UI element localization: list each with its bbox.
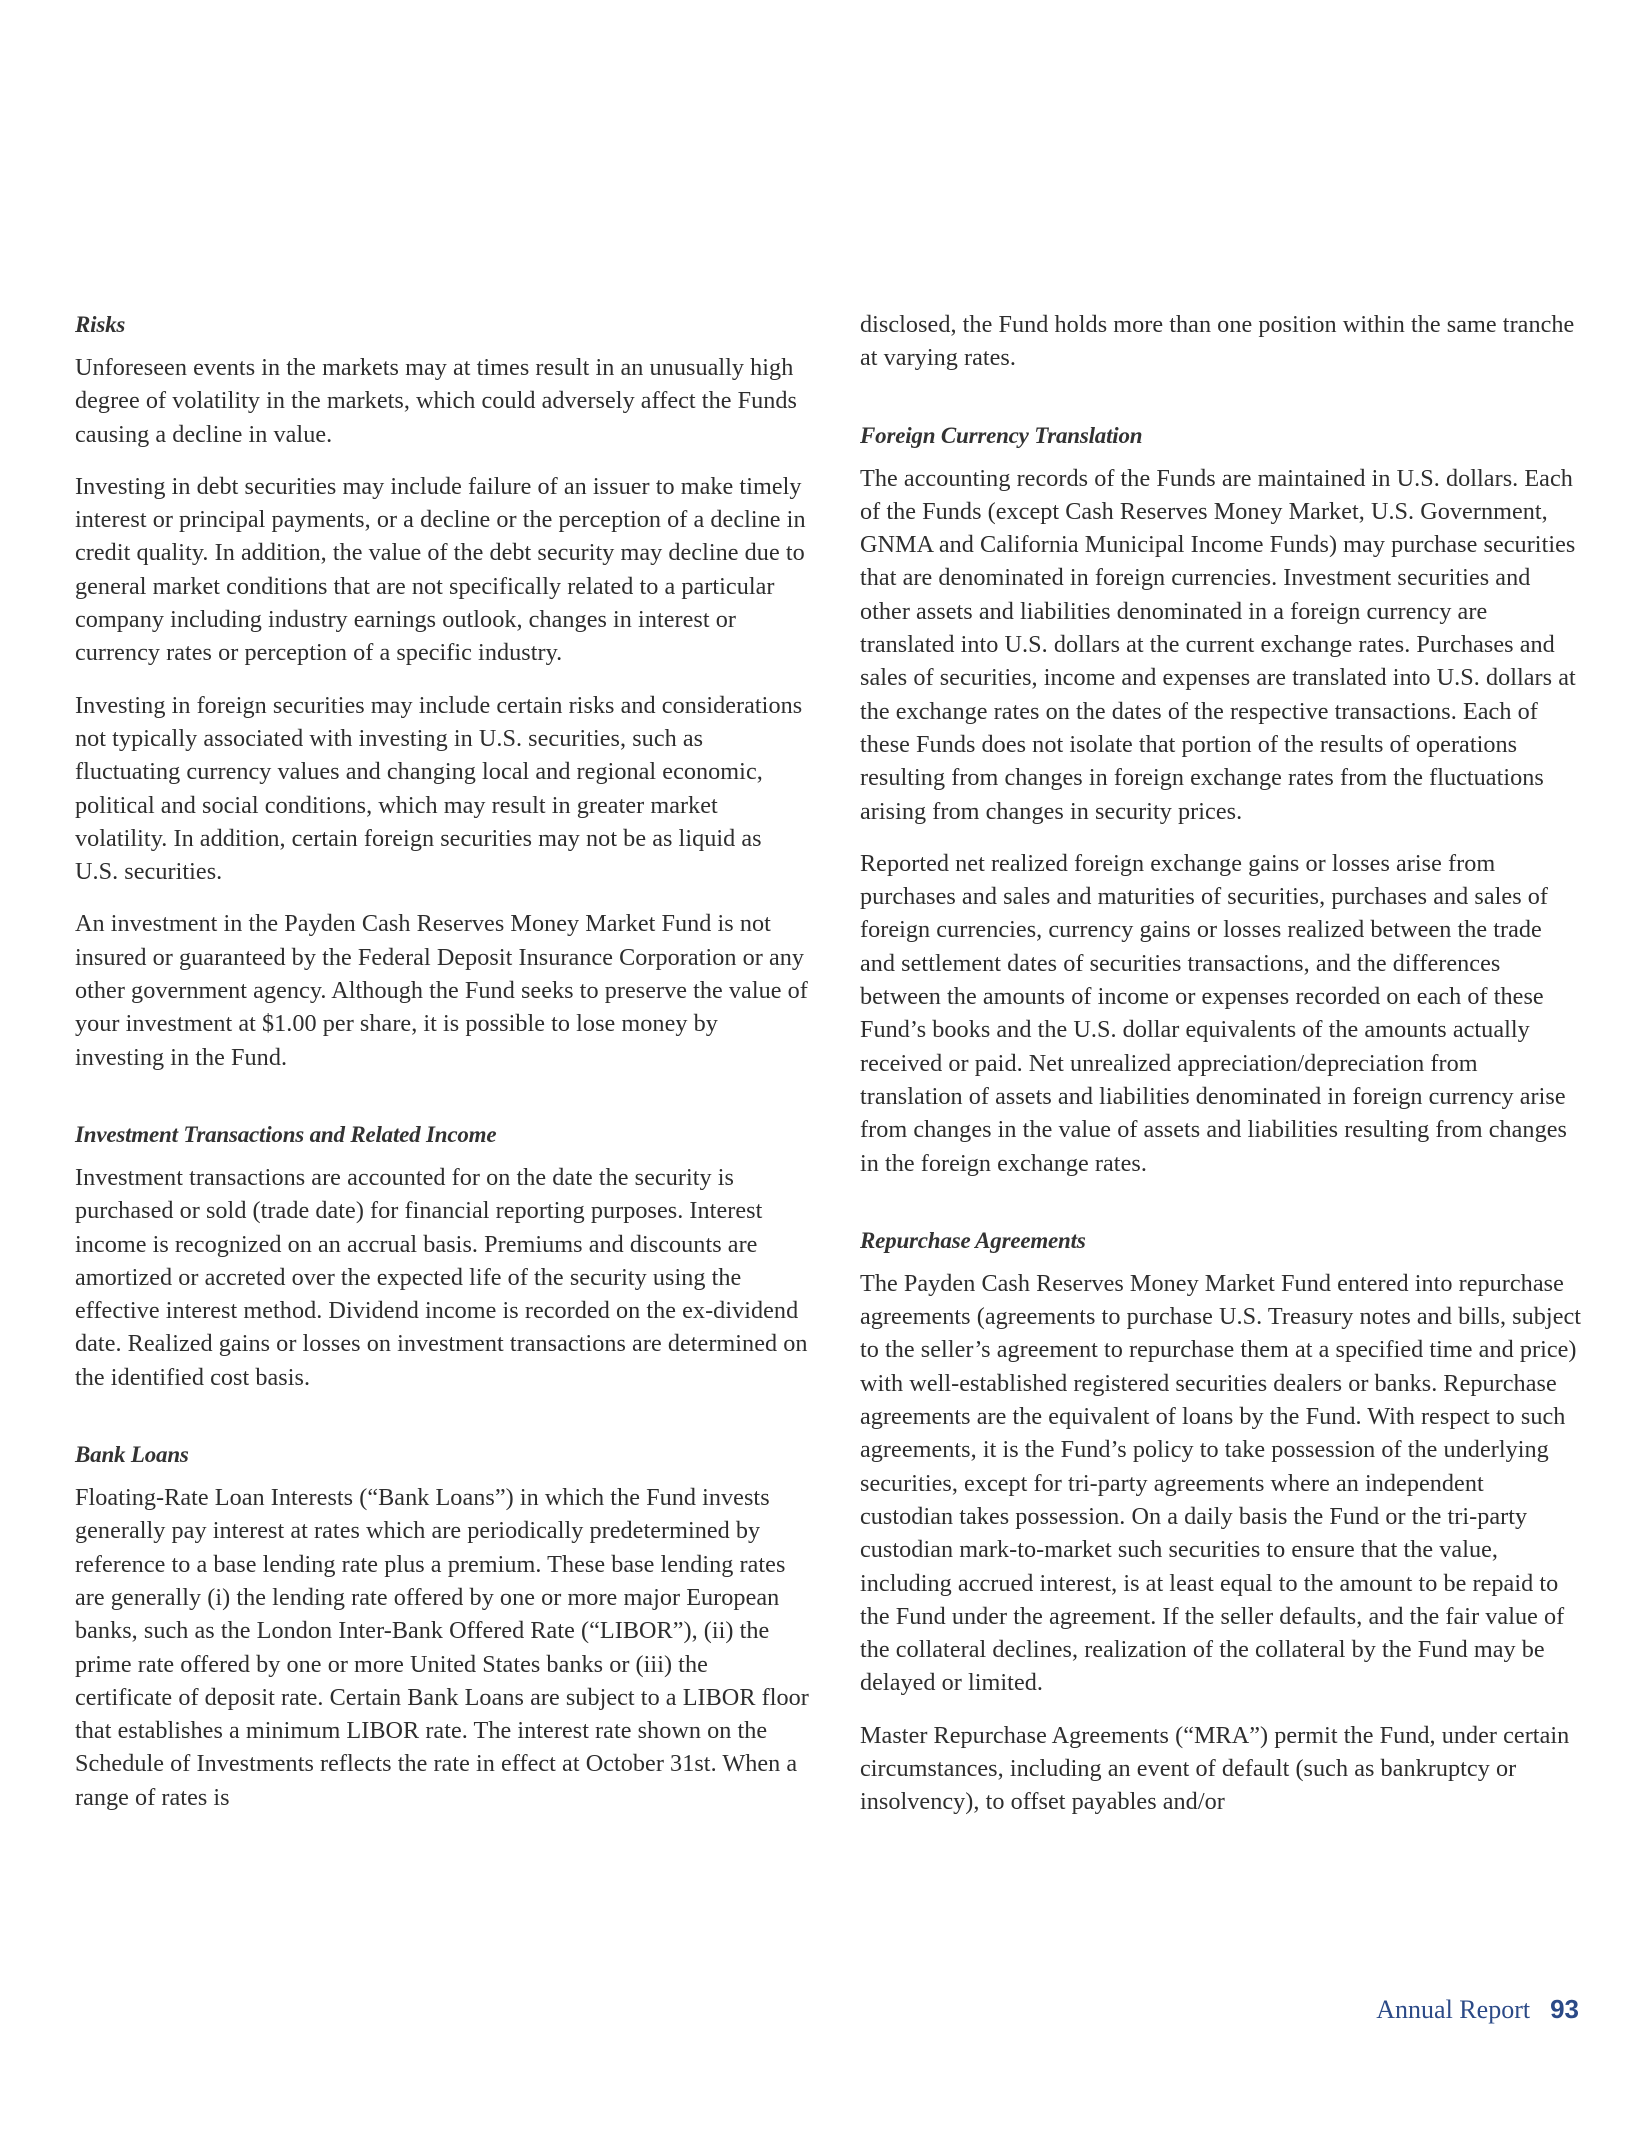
section-heading-repurchase-agreements: Repurchase Agreements bbox=[860, 1227, 1086, 1253]
section-heading-foreign-currency-translation: Foreign Currency Translation bbox=[860, 422, 1143, 448]
section-heading-investment-transactions: Investment Transactions and Related Income bbox=[75, 1121, 497, 1147]
section-heading-risks: Risks bbox=[75, 312, 126, 337]
paragraph: Reported net realized foreign exchange gains or losses arise from purchases and sales and maturities of securities, purchases and sales of foreign currencies, currency gains or losses realized between the trade and settlement dates of securities transactions, and the differences between the amounts of income or expenses recorded on each of these Fund’s books and the U.S. dollar equivalents of the amounts actually received or paid. Net unrealized appreciation/depreciation from translation of assets and liabilities denominated in foreign currency arise from changes in the value of assets and liabilities resulting from changes in the foreign exchange rates. bbox=[860, 849, 1567, 1177]
paragraph: Investing in debt securities may include failure of an issuer to make timely interest or principal payments, or a decline or the perception of a decline in credit quality. In addition, the value of the debt security may decline due to general market conditions that are not specifically related to a particular company including industry earnings outlook, changes in interest or currency rates or perception of a specific industry. bbox=[75, 472, 806, 667]
paragraph: An investment in the Payden Cash Reserves Money Market Fund is not insured or guaranteed by the Federal Deposit Insurance Corporation or any other government agency. Although the Fund seeks to preserve the value of your investment at $1.00 per share, it is possible to lose money by investing in the Fund. bbox=[75, 910, 808, 1071]
left-column bbox=[75, 308, 810, 1833]
section-heading-bank-loans: Bank Loans bbox=[75, 1442, 189, 1468]
paragraph: Floating-Rate Loan Interests (“Bank Loans”) in which the Fund invests generally pay interest at rates which are periodically predetermined by reference to a base lending rate plus a premium. These base lending rates are generally (i) the lending rate offered by one or more major European banks, such as the London Inter-Bank Offered Rate (“LIBOR”), (ii) the prime rate offered by one or more United States banks or (iii) the certificate of deposit rate. Certain Bank Loans are subject to a LIBOR floor that establishes a minimum LIBOR rate. The interest rate shown on the Schedule of Investments reflects the rate in effect at October 31st. When a range of rates is bbox=[75, 1484, 809, 1811]
continuation-paragraph: disclosed, the Fund holds more than one position within the same tranche at varying rates. bbox=[860, 311, 1575, 372]
paragraph: Unforeseen events in the markets may at times result in an unusually high degree of volatility in the markets, which could adversely affect the Funds causing a decline in value. bbox=[75, 354, 797, 448]
paragraph: Master Repurchase Agreements (“MRA”) permit the Fund, under certain circumstances, including an event of default (such as bankruptcy or insolvency), to offset payables and/or bbox=[860, 1721, 1570, 1816]
footer-label: Annual Report bbox=[1376, 1995, 1531, 2024]
page-number: 93 bbox=[1550, 1994, 1579, 2024]
page-footer bbox=[1376, 1994, 1579, 2025]
right-column bbox=[860, 308, 1582, 1838]
paragraph: Investment transactions are accounted for on the date the security is purchased or sold (trade date) for financial reporting purposes. Interest income is recognized on an accrual basis. Premiums and discounts are amortized or accreted over the expected life of the security using the effective interest method. Dividend income is recorded on the ex-dividend date. Realized gains or losses on investment transactions are determined on the identified cost basis. bbox=[75, 1163, 808, 1391]
paragraph: The accounting records of the Funds are maintained in U.S. dollars. Each of the Funds (except Cash Reserves Money Market, U.S. Government, GNMA and California Municipal Income Funds) may purchase securities that are denominated in foreign currencies. Investment securities and other assets and liabilities denominated in a foreign currency are translated into U.S. dollars at the current exchange rates. Purchases and sales of securities, income and expenses are translated into U.S. dollars at the exchange rates on the dates of the respective transactions. Each of these Funds does not isolate that portion of the results of operations resulting from changes in foreign exchange rates from the fluctuations arising from changes in security prices. bbox=[860, 464, 1576, 825]
paragraph: The Payden Cash Reserves Money Market Fund entered into repurchase agreements (agreements to purchase U.S. Treasury notes and bills, subject to the seller’s agreement to repurchase them at a specified time and price) with well-established registered securities dealers or banks. Repurchase agreements are the equivalent of loans by the Fund. With respect to such agreements, it is the Fund’s policy to take possession of the underlying securities, except for tri-party agreements where an independent custodian takes possession. On a daily basis the Fund or the tri-party custodian mark-to-market such securities to ensure that the value, including accrued interest, is at least equal to the amount to be repaid to the Fund under the agreement. If the seller defaults, and the fair value of the collateral declines, realization of the collateral by the Fund may be delayed or limited. bbox=[860, 1269, 1582, 1697]
paragraph: Investing in foreign securities may include certain risks and considerations not typically associated with investing in U.S. securities, such as fluctuating currency values and changing local and regional economic, political and social conditions, which may result in greater market volatility. In addition, certain foreign securities may not be as liquid as U.S. securities. bbox=[75, 691, 803, 886]
